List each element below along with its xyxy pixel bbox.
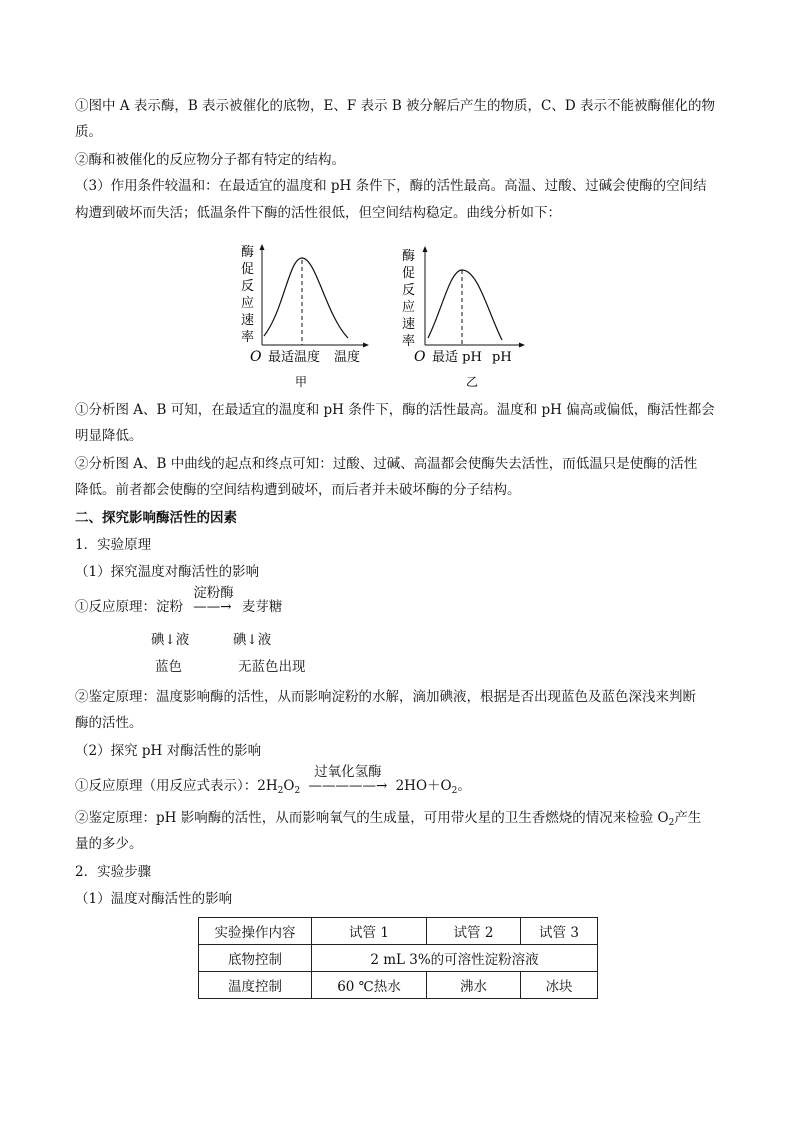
- ylabel-char: 率: [241, 330, 255, 345]
- para-2: ②酶和被催化的反应物分子都有特定的结构。: [75, 152, 345, 168]
- ylabel-char: 应: [402, 300, 416, 315]
- ylabel-char: 促: [241, 262, 255, 277]
- para-3-cont: 构遭到破坏而失活；低温条件下酶的活性很低，但空间结构稳定。曲线分析如下：: [75, 205, 561, 221]
- table-cell: 沸水: [427, 972, 521, 999]
- table-row: [199, 945, 598, 972]
- table-row: [199, 972, 598, 999]
- reaction-2-arrow: 过氧化氢酶 —————→: [308, 764, 388, 794]
- reaction-2-prefix: ①反应原理（用反应式表示）：2H: [75, 778, 278, 794]
- graph-temperature: [234, 240, 374, 395]
- x-axis-label: pH: [492, 350, 512, 365]
- ylabel-char: 酶: [402, 249, 416, 264]
- enzyme-label-amylase: 淀粉酶: [193, 585, 234, 601]
- iodine-label-2: 碘↓液: [233, 632, 272, 648]
- ylabel-char: 速: [241, 313, 255, 328]
- ylabel-char: 促: [402, 266, 416, 281]
- sub-1-title: （1）探究温度对酶活性的影响: [75, 564, 260, 580]
- para-4-cont: 明显降低。: [75, 428, 143, 444]
- para-3: （3）作用条件较温和：在最适宜的温度和 pH 条件下，酶的活性最高。高温、过酸、过碱会使酶的空间结: [75, 178, 707, 194]
- table-cell: 60 ℃热水: [312, 972, 427, 999]
- result-no-blue: 无蓝色出现: [238, 659, 306, 675]
- para-4: ①分析图 A、B 可知，在最适宜的温度和 pH 条件下，酶的活性最高。温度和 pH 偏高或偏低，酶活性都会: [75, 402, 715, 418]
- para-1-cont: 质。: [75, 124, 102, 140]
- reaction-1-prefix: ①反应原理：淀粉: [75, 599, 183, 615]
- caption-a: 甲: [295, 375, 308, 389]
- table-header-cell: 试管 1: [312, 918, 427, 945]
- ylabel-char: 应: [241, 296, 255, 311]
- result-blue: 蓝色: [155, 659, 182, 675]
- caption-b: 乙: [466, 375, 479, 389]
- ylabel-char: 速: [402, 317, 416, 332]
- step-2-title: 2．实验步骤: [75, 864, 152, 880]
- table-cell: 冰块: [521, 972, 598, 999]
- origin-label: O: [250, 349, 262, 365]
- identification-1: ②鉴定原理：温度影响酶的活性，从而影响淀粉的水解，滴加碘液，根据是否出现蓝色及蓝色深浅来判断: [75, 689, 696, 705]
- ylabel-char: 反: [402, 283, 416, 298]
- x-axis-arrow: [519, 343, 525, 348]
- reaction-1: [75, 585, 283, 615]
- table-cell: 2 mL 3%的可溶性淀粉溶液: [312, 945, 598, 972]
- reaction-2: ①反应原理（用反应式表示）：$2H_2O_2$ 过氧化氢酶 —————→ $2HO+O_2$。: [75, 764, 471, 796]
- identification-1-cont: 酶的活性。: [75, 715, 143, 731]
- reaction-2-product: 2H: [395, 778, 416, 794]
- enzyme-label-catalase: 过氧化氢酶: [314, 764, 382, 780]
- table-header-cell: 实验操作内容: [199, 918, 312, 945]
- graph-a-ylabel: [241, 245, 254, 345]
- curve-ph: [428, 270, 502, 340]
- reaction-1-product: 麦芽糖: [241, 599, 283, 615]
- table-header-cell: 试管 3: [521, 918, 598, 945]
- y-axis-arrow: [423, 246, 428, 252]
- iodine-label-1: 碘↓液: [151, 632, 190, 648]
- table-header-cell: 试管 2: [427, 918, 521, 945]
- reaction-1-arrow: 淀粉酶 ——→: [193, 585, 234, 615]
- para-5-cont: 降低。前者都会使酶的空间结构遭到破坏，而后者并未破坏酶的分子结构。: [75, 482, 521, 498]
- step-1-title: 1．实验原理: [75, 537, 152, 553]
- graph-b-ylabel: [402, 249, 415, 349]
- table-cell: 底物控制: [199, 945, 312, 972]
- x-axis-arrow: [363, 343, 369, 348]
- para-1: ①图中 A 表示酶，B 表示被催化的底物，E、F 表示 B 被分解后产生的物质，C、D 表示不能被酶催化的物: [75, 98, 716, 114]
- y-axis-arrow: [260, 244, 265, 250]
- sub-3-title: （1）温度对酶活性的影响: [75, 891, 233, 907]
- curve-temperature: [264, 258, 348, 338]
- experiment-table: [198, 917, 598, 999]
- graph-ph: [400, 240, 530, 395]
- ylabel-char: 酶: [241, 245, 255, 260]
- ylabel-char: 反: [241, 279, 255, 294]
- heading-section-2: 二、探究影响酶活性的因素: [75, 510, 237, 526]
- origin-label: O: [414, 349, 426, 365]
- identification-2-text: ②鉴定原理：pH 影响酶的活性，从而影响氧气的生成量，可用带火星的卫生香燃烧的情况来检验 O: [75, 810, 669, 826]
- identification-2: ②鉴定原理：pH 影响酶的活性，从而影响氧气的生成量，可用带火星的卫生香燃烧的情况来检验 $O_2$产生: [75, 810, 702, 828]
- ylabel-char: 率: [402, 334, 416, 349]
- table-cell: 温度控制: [199, 972, 312, 999]
- table-row: [199, 918, 598, 945]
- optimum-label: 最适温度: [268, 350, 321, 365]
- x-axis-label: 温度: [334, 350, 361, 365]
- optimum-label: 最适 pH: [432, 350, 482, 365]
- identification-2-cont: 量的多少。: [75, 836, 143, 852]
- sub-2-title: （2）探究 pH 对酶活性的影响: [75, 743, 262, 759]
- para-5: ②分析图 A、B 中曲线的起点和终点可知：过酸、过碱、高温都会使酶失去活性，而低温只是使酶的活性: [75, 456, 698, 472]
- identification-2-tail: 产生: [674, 810, 702, 826]
